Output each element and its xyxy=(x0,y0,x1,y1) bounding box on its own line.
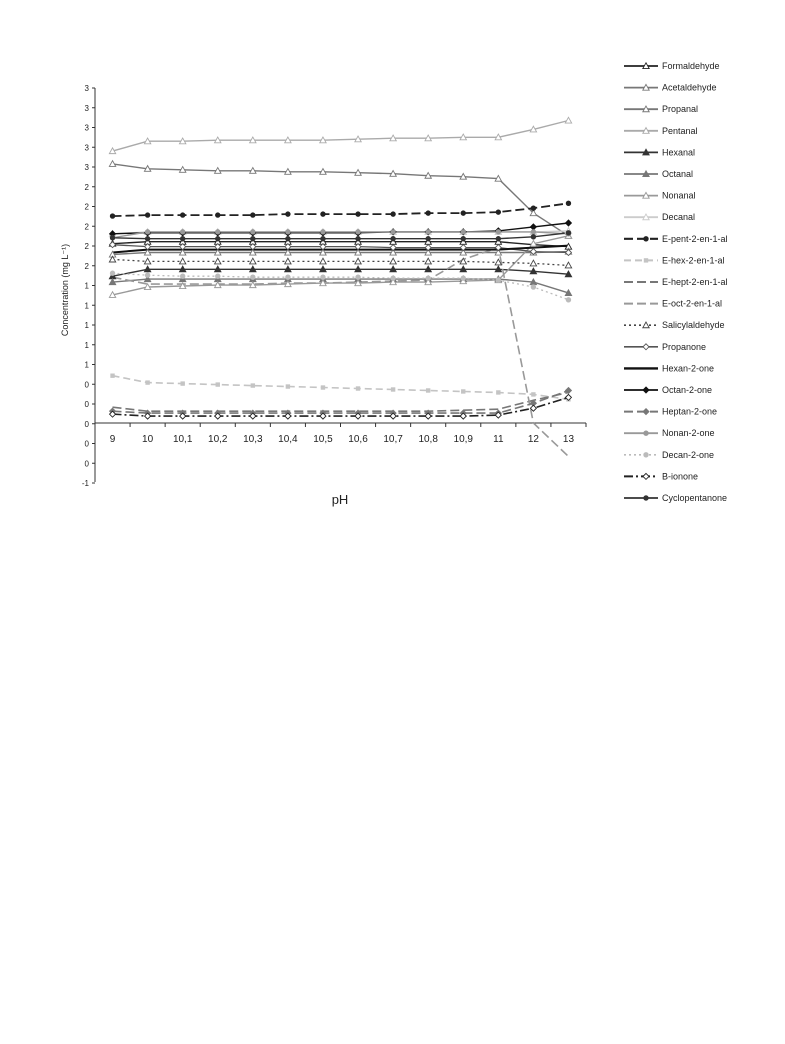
data-point xyxy=(531,234,536,239)
y-tick-label: 2 xyxy=(84,242,89,251)
data-point xyxy=(426,229,431,234)
data-point xyxy=(356,212,361,217)
data-point xyxy=(531,229,536,234)
x-tick-label: 10 xyxy=(142,434,154,445)
legend-item xyxy=(624,104,698,114)
x-tick-label: 10,3 xyxy=(243,434,263,445)
legend-item xyxy=(624,493,727,503)
legend xyxy=(624,61,728,503)
y-tick-label: 1 xyxy=(84,321,89,330)
legend-label: Acetaldehyde xyxy=(662,82,717,93)
legend-label: E-oct-2-en-1-al xyxy=(662,298,723,309)
legend-item xyxy=(624,147,695,157)
data-point xyxy=(530,260,536,266)
data-point xyxy=(145,380,149,384)
data-point xyxy=(461,389,465,393)
x-tick-label: 12 xyxy=(527,434,539,445)
data-point xyxy=(461,236,466,241)
series-line xyxy=(113,376,569,400)
data-point xyxy=(643,344,649,350)
data-point xyxy=(356,229,361,234)
legend-label: Octanal xyxy=(662,169,694,179)
data-point xyxy=(643,322,649,328)
legend-item xyxy=(624,83,717,93)
y-tick-label: 2 xyxy=(84,222,89,232)
data-point xyxy=(215,274,220,279)
legend-item xyxy=(624,342,706,352)
legend-item xyxy=(624,234,728,244)
legend-label: E-pent-2-en-1-al xyxy=(662,233,728,244)
data-point xyxy=(496,229,501,234)
legend-label: E-hex-2-en-1-al xyxy=(662,255,725,266)
data-point xyxy=(391,276,396,281)
series-markers xyxy=(109,117,571,419)
legend-label: Nonanal xyxy=(662,190,696,201)
data-point xyxy=(145,213,150,218)
legend-label: Octan-2-one xyxy=(662,385,713,395)
data-point xyxy=(644,496,649,501)
data-point xyxy=(321,212,326,217)
y-axis-ticks xyxy=(82,84,95,488)
data-point xyxy=(391,212,396,217)
data-point xyxy=(180,213,185,218)
legend-item xyxy=(624,277,728,287)
legend-label: Decan-2-one xyxy=(662,449,715,460)
legend-label: E-hept-2-en-1-al xyxy=(662,277,728,287)
data-point xyxy=(531,392,535,396)
data-point xyxy=(391,229,396,234)
y-tick-label: 0 xyxy=(84,459,89,469)
legend-item xyxy=(624,471,698,481)
data-point xyxy=(644,452,649,457)
series-line xyxy=(113,121,569,152)
legend-item xyxy=(624,320,725,330)
data-point xyxy=(531,206,536,211)
y-tick-label: 3 xyxy=(84,84,89,93)
y-tick-label: 0 xyxy=(84,439,89,449)
legend-item xyxy=(624,363,714,373)
data-point xyxy=(215,229,220,234)
legend-item xyxy=(624,255,725,265)
legend-label: Decanal xyxy=(662,212,696,223)
legend-label: Heptan-2-one xyxy=(662,406,718,417)
data-point xyxy=(496,236,501,241)
data-point xyxy=(426,211,431,216)
data-point xyxy=(215,213,220,218)
x-tick-label: 9 xyxy=(109,434,116,445)
legend-label: Propanone xyxy=(662,341,707,352)
data-point xyxy=(110,235,115,240)
data-point xyxy=(145,229,150,234)
data-point xyxy=(425,258,431,264)
data-point xyxy=(496,390,500,394)
data-point xyxy=(145,236,150,241)
legend-item xyxy=(624,169,693,179)
legend-label: Nonan-2-one xyxy=(662,428,715,439)
data-point xyxy=(356,275,361,280)
y-tick-label: 0 xyxy=(84,380,89,390)
data-point xyxy=(110,242,116,248)
legend-label: Pentanal xyxy=(662,125,698,136)
data-point xyxy=(145,273,150,278)
x-axis-title: pH xyxy=(331,492,349,507)
x-tick-label: 11 xyxy=(493,434,504,445)
series-line xyxy=(113,164,569,236)
data-point xyxy=(531,285,536,290)
data-point xyxy=(644,258,648,262)
x-tick-label: 10,8 xyxy=(418,434,438,445)
legend-item xyxy=(624,299,722,309)
data-point xyxy=(565,220,571,226)
data-point xyxy=(320,258,326,264)
series-line xyxy=(113,393,569,412)
chart-figure xyxy=(58,52,730,510)
y-tick-label: 1 xyxy=(84,301,89,311)
data-point xyxy=(644,236,649,241)
data-point xyxy=(215,236,220,241)
data-point xyxy=(391,236,396,241)
data-point xyxy=(565,262,571,268)
y-tick-label: 2 xyxy=(84,182,89,192)
x-tick-label: 10,9 xyxy=(453,434,473,445)
y-tick-label: 3 xyxy=(84,103,89,113)
y-tick-label: 1 xyxy=(84,360,89,370)
data-point xyxy=(643,387,649,393)
data-point xyxy=(251,383,255,387)
data-point xyxy=(426,236,431,241)
data-point xyxy=(530,224,536,230)
data-point xyxy=(250,275,255,280)
y-axis-title: Concentration (mg L⁻¹) xyxy=(60,243,70,337)
data-point xyxy=(461,211,466,216)
legend-label: B-ionone xyxy=(662,471,699,482)
x-tick-label: 10,5 xyxy=(313,434,333,445)
data-point xyxy=(285,258,291,264)
y-tick-label: 2 xyxy=(84,202,89,212)
data-point xyxy=(566,297,571,302)
axes xyxy=(95,88,586,482)
data-point xyxy=(461,276,466,281)
data-point xyxy=(643,473,649,479)
data-point xyxy=(496,210,501,215)
legend-item xyxy=(624,407,717,417)
data-point xyxy=(250,258,256,264)
x-tick-label: 10,1 xyxy=(172,434,193,445)
y-tick-label: 0 xyxy=(84,419,89,429)
legend-label: Propanal xyxy=(662,104,699,115)
data-point xyxy=(180,236,185,241)
y-tick-label: 1 xyxy=(84,281,89,291)
data-point xyxy=(250,229,255,234)
y-tick-label: 2 xyxy=(84,261,89,271)
legend-label: Hexanal xyxy=(662,147,696,158)
data-point xyxy=(180,274,185,279)
legend-item xyxy=(624,61,720,71)
legend-label: Cyclopentanone xyxy=(662,493,728,503)
legend-item xyxy=(624,212,695,222)
data-point xyxy=(215,258,221,264)
x-axis-ticks xyxy=(95,423,586,445)
data-point xyxy=(565,117,571,123)
legend-item xyxy=(624,191,696,201)
data-point xyxy=(110,214,115,219)
data-point xyxy=(250,213,255,218)
line-chart xyxy=(58,52,730,510)
data-point xyxy=(285,275,290,280)
legend-label: Hexan-2-one xyxy=(662,363,715,374)
data-point xyxy=(180,381,184,385)
y-tick-label: 0 xyxy=(84,400,89,409)
data-point xyxy=(144,258,150,264)
x-tick-label: 10,4 xyxy=(278,434,298,445)
data-point xyxy=(566,201,571,206)
y-tick-label: 3 xyxy=(84,163,89,172)
data-point xyxy=(179,258,185,264)
y-tick-label: 1 xyxy=(84,340,89,350)
data-point xyxy=(250,236,255,241)
data-point xyxy=(321,236,326,241)
data-point xyxy=(355,258,361,264)
data-point xyxy=(180,229,185,234)
legend-label: Formaldehyde xyxy=(662,61,720,71)
data-point xyxy=(390,258,396,264)
legend-item xyxy=(624,126,698,136)
y-tick-label: 3 xyxy=(84,143,89,153)
data-point xyxy=(216,382,220,386)
data-point xyxy=(321,275,326,280)
data-point xyxy=(285,212,290,217)
data-point xyxy=(286,384,290,388)
data-point xyxy=(565,250,571,256)
legend-item xyxy=(624,450,714,460)
data-point xyxy=(110,271,115,276)
data-point xyxy=(356,236,361,241)
legend-item xyxy=(624,428,715,438)
data-point xyxy=(644,431,649,436)
data-point xyxy=(391,387,395,391)
data-point xyxy=(643,409,649,415)
data-point xyxy=(321,229,326,234)
x-tick-label: 10,6 xyxy=(348,434,368,445)
data-point xyxy=(285,236,290,241)
data-point xyxy=(426,388,430,392)
data-point xyxy=(285,229,290,234)
data-point xyxy=(566,230,571,235)
legend-item xyxy=(624,385,712,395)
legend-label: Salicylaldehyde xyxy=(662,320,725,331)
y-tick-label: 3 xyxy=(84,123,89,133)
data-point xyxy=(356,386,360,390)
data-point xyxy=(426,276,431,281)
data-point xyxy=(496,278,501,283)
x-tick-label: 10,7 xyxy=(383,434,403,445)
data-point xyxy=(321,385,325,389)
y-tick-label: -1 xyxy=(81,479,89,488)
x-tick-label: 10,2 xyxy=(208,434,228,445)
data-point xyxy=(461,229,466,234)
x-tick-label: 13 xyxy=(562,434,575,445)
data-point xyxy=(110,374,114,378)
